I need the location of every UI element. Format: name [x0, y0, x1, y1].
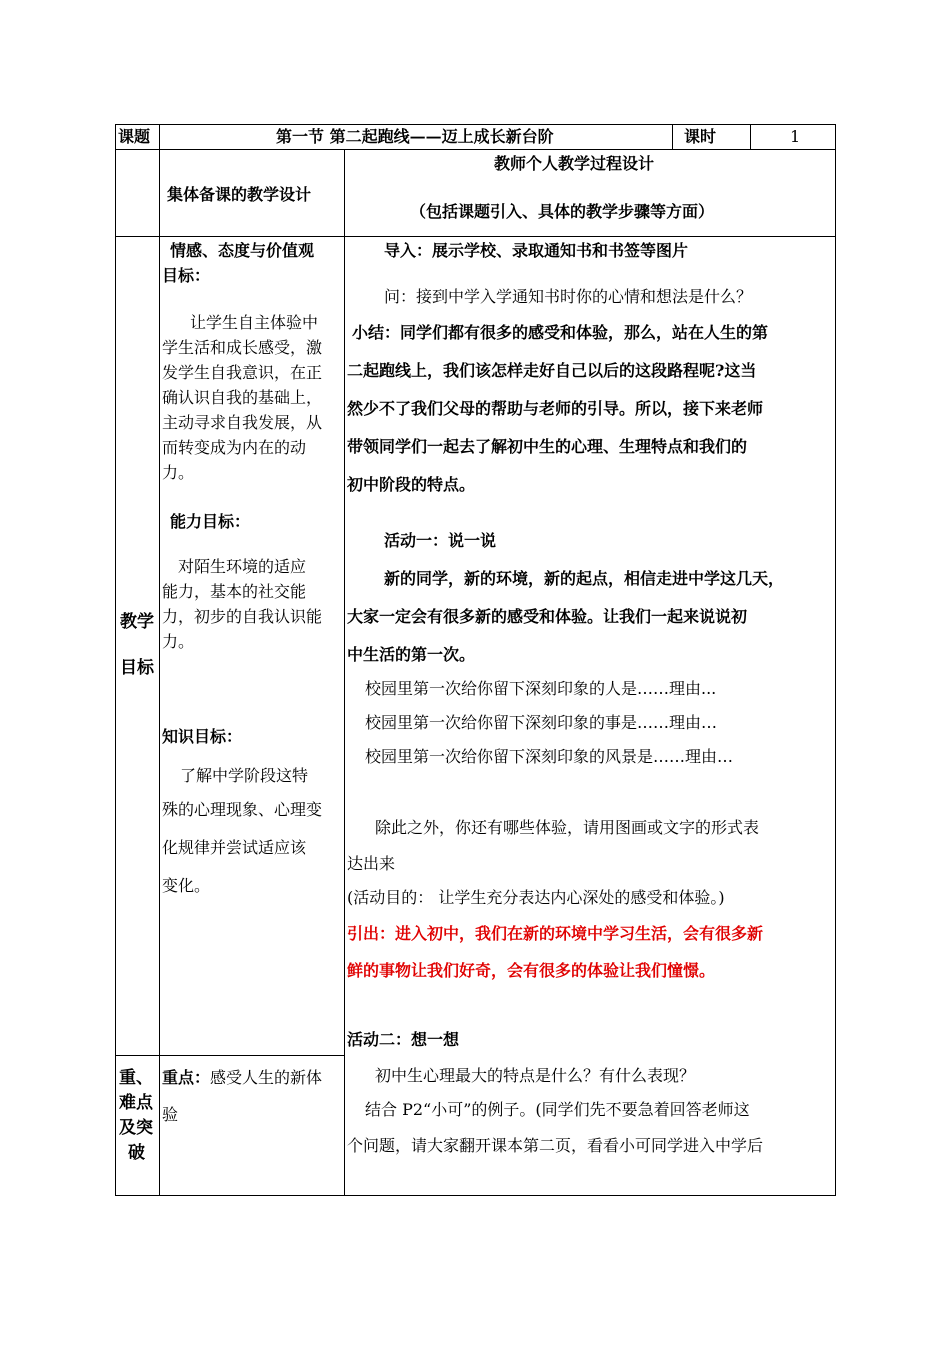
- period-label: 课时: [684, 127, 717, 146]
- table-border-left: [115, 124, 116, 1196]
- collective-design-heading: 集体备课的教学设计: [167, 185, 312, 204]
- topic-title: 第一节 第二起跑线——迈上成长新台阶: [276, 127, 554, 146]
- personal-design-subtitle: （包括课题引入、具体的教学步骤等方面）: [410, 202, 715, 221]
- table-divider-middle: [344, 149, 345, 1196]
- intro-line: 导入：展示学校、录取通知书和书签等图片: [384, 241, 689, 260]
- emotion-goal-text-3: 发学生自我意识，在正: [162, 363, 323, 382]
- lead-out-line-2: 鲜的事物让我们好奇，会有很多的体验让我们憧憬。: [347, 961, 716, 980]
- table-divider-period: [672, 124, 673, 150]
- prompt-person: 校园里第一次给你留下深刻印象的人是……理由...: [365, 679, 717, 698]
- key-label-line3: 及突: [119, 1118, 153, 1138]
- table-border-key-row: [115, 1055, 345, 1056]
- table-divider-label: [159, 124, 160, 1196]
- goals-label-line1: 教学: [120, 612, 154, 632]
- ability-goal-text-1: 对陌生环境的适应: [178, 557, 307, 576]
- activity1-text-3: 中生活的第一次。: [347, 645, 476, 664]
- period-value: 1: [790, 127, 801, 146]
- lead-out-line-1: 引出：进入初中，我们在新的环境中学习生活，会有很多新: [347, 924, 764, 943]
- table-divider-period-value: [750, 124, 751, 150]
- emotion-goal-text-1: 让学生自主体验中: [190, 313, 319, 332]
- intro-question: 问：接到中学入学通知书时你的心情和想法是什么？: [384, 287, 753, 306]
- key-label-line1: 重、: [119, 1068, 153, 1088]
- emotion-goal-text-2: 学生活和成长感受，激: [162, 338, 323, 357]
- personal-design-heading: 教师个人教学过程设计: [494, 154, 655, 173]
- activity2-text-1: 结合 P2“小可”的例子。(同学们先不要急着回答老师这: [365, 1100, 750, 1119]
- activity2-text-2: 个问题，请大家翻开课本第二页，看看小可同学进入中学后: [347, 1136, 764, 1155]
- activity1-title: 活动一：说一说: [384, 531, 497, 550]
- knowledge-goal-text-3: 化规律并尝试适应该: [162, 838, 307, 857]
- activity1-text-2: 大家一定会有很多新的感受和体验。让我们一起来说说初: [347, 607, 748, 626]
- ability-goal-text-2: 能力，基本的社交能: [162, 582, 307, 601]
- emotion-goal-text-5: 主动寻求自我发展，从: [162, 413, 323, 432]
- extra-line-1: 除此之外，你还有哪些体验，请用图画或文字的形式表: [375, 818, 760, 837]
- ability-goal-text-4: 力。: [162, 632, 195, 651]
- activity-purpose: (活动目的： 让学生充分表达内心深处的感受和体验。): [347, 888, 725, 907]
- emotion-goal-heading-2: 目标：: [162, 266, 211, 285]
- emotion-goal-text-4: 确认识自我的基础上，: [162, 388, 323, 407]
- topic-label: 课题: [118, 127, 151, 146]
- knowledge-goal-text-2: 殊的心理现象、心理变: [162, 800, 323, 819]
- ability-goal-text-3: 力，初步的自我认识能: [162, 607, 323, 626]
- key-label-line2: 难点: [119, 1093, 153, 1113]
- key-point-line2: 验: [162, 1105, 179, 1124]
- emotion-goal-heading-1: 情感、态度与价值观: [170, 241, 315, 260]
- summary-line-5: 初中阶段的特点。: [347, 475, 476, 494]
- summary-line-1: 小结：同学们都有很多的感受和体验，那么，站在人生的第: [352, 323, 769, 342]
- table-border-right: [835, 124, 836, 1196]
- table-border-subheader: [115, 236, 836, 237]
- ability-goal-heading: 能力目标：: [170, 512, 251, 531]
- extra-line-2: 达出来: [347, 854, 396, 873]
- table-border-header: [115, 149, 836, 150]
- prompt-event: 校园里第一次给你留下深刻印象的事是……理由…: [365, 713, 718, 732]
- activity2-question: 初中生心理最大的特点是什么？有什么表现？: [375, 1066, 696, 1085]
- emotion-goal-text-6: 而转变成为内在的动: [162, 438, 307, 457]
- key-point-text: 感受人生的新体: [210, 1068, 323, 1087]
- summary-line-4: 带领同学们一起去了解初中生的心理、生理特点和我们的: [347, 437, 748, 456]
- goals-label-line2: 目标: [120, 658, 154, 678]
- table-border-bottom: [115, 1195, 836, 1196]
- summary-line-2: 二起跑线上，我们该怎样走好自己以后的这段路程呢?这当: [347, 361, 757, 380]
- key-point-label: 重点：: [162, 1068, 211, 1087]
- prompt-scenery: 校园里第一次给你留下深刻印象的风景是……理由…: [365, 747, 734, 766]
- knowledge-goal-text-1: 了解中学阶段这特: [180, 766, 309, 785]
- knowledge-goal-heading: 知识目标：: [162, 727, 243, 746]
- key-point-line1: [162, 1068, 322, 1088]
- activity2-title: 活动二：想一想: [347, 1030, 460, 1049]
- emotion-goal-text-7: 力。: [162, 463, 195, 482]
- key-label-line4: 破: [128, 1143, 145, 1163]
- activity1-text-1: 新的同学，新的环境，新的起点，相信走进中学这几天，: [384, 569, 785, 588]
- table-border-top: [115, 124, 836, 125]
- knowledge-goal-text-4: 变化。: [162, 876, 211, 895]
- summary-line-3: 然少不了我们父母的帮助与老师的引导。所以，接下来老师: [347, 399, 764, 418]
